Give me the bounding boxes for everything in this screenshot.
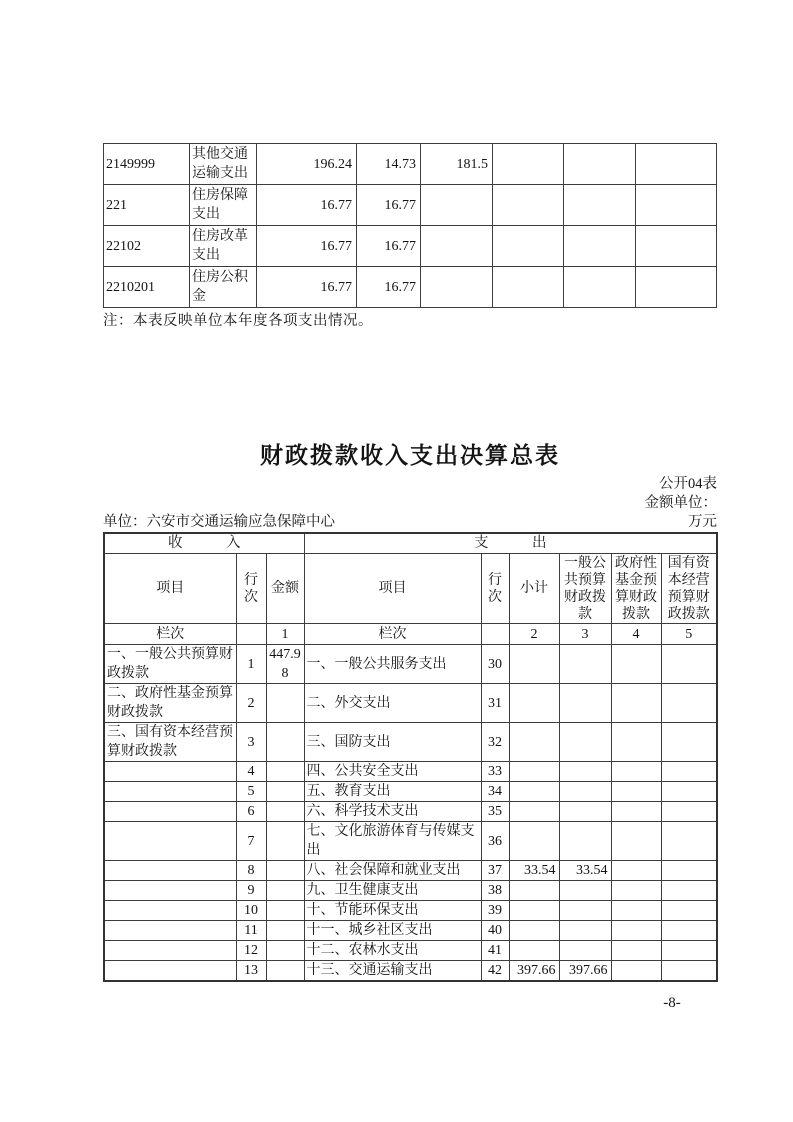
income-line-cell: 13 (236, 961, 266, 982)
income-item-cell (104, 901, 236, 921)
subject-code-cell: 221 (104, 185, 190, 226)
fiscal-summary-table (103, 532, 718, 982)
general-budget-cell (559, 762, 611, 782)
table-row (104, 684, 717, 723)
subject-code-cell: 2149999 (104, 144, 190, 185)
income-item-cell (104, 822, 236, 861)
col-header-income-item: 项目 (104, 554, 236, 624)
income-line-cell: 12 (236, 941, 266, 961)
income-line-cell: 9 (236, 881, 266, 901)
income-item-cell (104, 941, 236, 961)
column-index-3: 3 (559, 624, 611, 645)
empty-amount-cell (636, 226, 717, 267)
unit-value: 万元 (688, 514, 717, 530)
state-capital-cell (661, 921, 717, 941)
expense-line-cell: 33 (481, 762, 509, 782)
state-capital-cell (661, 861, 717, 881)
expense-section-header: 支 出 (304, 533, 717, 554)
general-budget-cell (559, 901, 611, 921)
income-amount-cell (266, 802, 304, 822)
general-budget-cell (559, 941, 611, 961)
income-amount-cell (266, 921, 304, 941)
subtotal-cell: 397.66 (509, 961, 559, 982)
expenditure-detail-table (103, 143, 717, 308)
table-row (104, 901, 717, 921)
expense-line-cell: 39 (481, 901, 509, 921)
expense-item-cell: 八、社会保障和就业支出 (304, 861, 481, 881)
col-header-subtotal: 小计 (509, 554, 559, 624)
general-budget-cell (559, 782, 611, 802)
income-item-cell (104, 921, 236, 941)
expense-line-cell: 41 (481, 941, 509, 961)
column-index-2: 2 (509, 624, 559, 645)
project-expense-cell (421, 226, 493, 267)
table-row (104, 822, 717, 861)
expense-item-cell: 九、卫生健康支出 (304, 881, 481, 901)
income-amount-cell (266, 901, 304, 921)
subtotal-cell (509, 802, 559, 822)
state-capital-cell (661, 802, 717, 822)
income-item-cell: 一、一般公共预算财政拨款 (104, 645, 236, 684)
income-amount-cell (266, 941, 304, 961)
column-index-row (104, 624, 717, 645)
income-amount-cell (266, 881, 304, 901)
subtotal-cell (509, 762, 559, 782)
total-amount-cell: 16.77 (257, 185, 357, 226)
basic-expense-cell: 14.73 (357, 144, 421, 185)
table-row (104, 881, 717, 901)
expense-line-cell: 30 (481, 645, 509, 684)
gov-fund-cell (611, 684, 661, 723)
table-row (104, 921, 717, 941)
empty-amount-cell (636, 185, 717, 226)
income-amount-cell (266, 861, 304, 881)
expense-item-cell: 五、教育支出 (304, 782, 481, 802)
table-row (104, 861, 717, 881)
income-line-cell: 2 (236, 684, 266, 723)
empty-amount-cell (564, 226, 636, 267)
state-capital-cell (661, 901, 717, 921)
subject-name-cell: 住房公积金 (190, 267, 257, 308)
income-line-cell: 1 (236, 645, 266, 684)
total-amount-cell: 16.77 (257, 267, 357, 308)
state-capital-cell (661, 762, 717, 782)
state-capital-cell (661, 723, 717, 762)
table-row (104, 144, 717, 185)
subtotal-cell (509, 921, 559, 941)
table-row (104, 226, 717, 267)
income-line-cell: 7 (236, 822, 266, 861)
empty-cell (481, 624, 509, 645)
project-expense-cell (421, 267, 493, 308)
empty-amount-cell (493, 144, 564, 185)
col-header-state-capital: 国有资本经营预算财政拨款 (661, 554, 717, 624)
general-budget-cell (559, 645, 611, 684)
page-content (103, 143, 717, 982)
expense-line-cell: 37 (481, 861, 509, 881)
org-name: 单位：六安市交通运输应急保障中心 (103, 514, 335, 530)
column-index-1: 1 (266, 624, 304, 645)
income-item-cell (104, 961, 236, 982)
expense-line-cell: 35 (481, 802, 509, 822)
subtotal-cell (509, 822, 559, 861)
state-capital-cell (661, 822, 717, 861)
table-row (104, 782, 717, 802)
empty-amount-cell (636, 144, 717, 185)
income-amount-cell: 447.98 (266, 645, 304, 684)
empty-amount-cell (493, 267, 564, 308)
expense-line-cell: 36 (481, 822, 509, 861)
income-line-cell: 11 (236, 921, 266, 941)
expense-item-cell: 六、科学技术支出 (304, 802, 481, 822)
col-header-general-budget: 一般公共预算财政拨款 (559, 554, 611, 624)
table-header-row (104, 554, 717, 624)
gov-fund-cell (611, 901, 661, 921)
total-amount-cell: 16.77 (257, 226, 357, 267)
expense-line-cell: 32 (481, 723, 509, 762)
income-item-cell (104, 861, 236, 881)
table-header-row (104, 533, 717, 554)
gov-fund-cell (611, 723, 661, 762)
state-capital-cell (661, 941, 717, 961)
page-title: 财政拨款收入支出决算总表 (260, 443, 560, 468)
income-item-cell: 二、政府性基金预算财政拨款 (104, 684, 236, 723)
table-row (104, 645, 717, 684)
basic-expense-cell: 16.77 (357, 226, 421, 267)
expense-line-cell: 31 (481, 684, 509, 723)
general-budget-cell (559, 921, 611, 941)
page-number: -8- (663, 995, 681, 1011)
income-line-cell: 3 (236, 723, 266, 762)
subtotal-cell (509, 684, 559, 723)
income-item-cell (104, 802, 236, 822)
gov-fund-cell (611, 762, 661, 782)
empty-amount-cell (564, 267, 636, 308)
expense-item-cell: 四、公共安全支出 (304, 762, 481, 782)
col-header-gov-fund: 政府性基金预算财政拨款 (611, 554, 661, 624)
income-amount-cell (266, 822, 304, 861)
empty-amount-cell (636, 267, 717, 308)
income-amount-cell (266, 762, 304, 782)
subject-name-cell: 住房改革支出 (190, 226, 257, 267)
expense-line-cell: 40 (481, 921, 509, 941)
income-line-cell: 8 (236, 861, 266, 881)
subtotal-cell (509, 645, 559, 684)
expense-line-cell: 42 (481, 961, 509, 982)
expense-line-cell: 34 (481, 782, 509, 802)
gov-fund-cell (611, 921, 661, 941)
income-line-cell: 4 (236, 762, 266, 782)
table-row (104, 185, 717, 226)
gov-fund-cell (611, 802, 661, 822)
basic-expense-cell: 16.77 (357, 267, 421, 308)
subtotal-cell (509, 782, 559, 802)
income-item-cell (104, 782, 236, 802)
subtotal-cell (509, 881, 559, 901)
col-header-expense-item: 项目 (304, 554, 481, 624)
income-line-cell: 10 (236, 901, 266, 921)
subject-name-cell: 住房保障支出 (190, 185, 257, 226)
general-budget-cell (559, 822, 611, 861)
gov-fund-cell (611, 941, 661, 961)
state-capital-cell (661, 881, 717, 901)
expense-item-cell: 十、节能环保支出 (304, 901, 481, 921)
col-header-amount: 金额 (266, 554, 304, 624)
subtotal-cell (509, 901, 559, 921)
subject-name-cell: 其他交通运输支出 (190, 144, 257, 185)
empty-cell (236, 624, 266, 645)
empty-amount-cell (493, 226, 564, 267)
gov-fund-cell (611, 645, 661, 684)
subtotal-cell (509, 941, 559, 961)
table-note: 注：本表反映单位本年度各项支出情况。 (103, 313, 373, 329)
total-amount-cell: 196.24 (257, 144, 357, 185)
gov-fund-cell (611, 822, 661, 861)
empty-amount-cell (493, 185, 564, 226)
income-line-cell: 6 (236, 802, 266, 822)
subject-code-cell: 22102 (104, 226, 190, 267)
income-item-cell (104, 881, 236, 901)
general-budget-cell (559, 723, 611, 762)
income-line-cell: 5 (236, 782, 266, 802)
state-capital-cell (661, 645, 717, 684)
col-header-expense-line: 行次 (481, 554, 509, 624)
table-row (104, 762, 717, 782)
state-capital-cell (661, 684, 717, 723)
column-index-label: 栏次 (304, 624, 481, 645)
income-item-cell: 三、国有资本经营预算财政拨款 (104, 723, 236, 762)
income-amount-cell (266, 961, 304, 982)
column-index-4: 4 (611, 624, 661, 645)
expense-item-cell: 七、文化旅游体育与传媒支出 (304, 822, 481, 861)
expense-line-cell: 38 (481, 881, 509, 901)
table-row (104, 941, 717, 961)
table-row (104, 802, 717, 822)
general-budget-cell: 33.54 (559, 861, 611, 881)
income-amount-cell (266, 782, 304, 802)
col-header-income-line: 行次 (236, 554, 266, 624)
subtotal-cell: 33.54 (509, 861, 559, 881)
expense-item-cell: 二、外交支出 (304, 684, 481, 723)
doc-number: 公开04表 (659, 476, 717, 492)
state-capital-cell (661, 782, 717, 802)
gov-fund-cell (611, 881, 661, 901)
column-index-5: 5 (661, 624, 717, 645)
general-budget-cell (559, 802, 611, 822)
expense-item-cell: 三、国防支出 (304, 723, 481, 762)
empty-amount-cell (564, 185, 636, 226)
unit-caption: 金额单位： (644, 495, 717, 511)
table-row (104, 723, 717, 762)
state-capital-cell (661, 961, 717, 982)
general-budget-cell (559, 684, 611, 723)
expense-item-cell: 十二、农林水支出 (304, 941, 481, 961)
income-amount-cell (266, 684, 304, 723)
table-row (104, 961, 717, 982)
expense-item-cell: 一、一般公共服务支出 (304, 645, 481, 684)
expense-item-cell: 十三、交通运输支出 (304, 961, 481, 982)
column-index-label: 栏次 (104, 624, 236, 645)
income-section-header: 收 入 (104, 533, 304, 554)
general-budget-cell: 397.66 (559, 961, 611, 982)
basic-expense-cell: 16.77 (357, 185, 421, 226)
subtotal-cell (509, 723, 559, 762)
general-budget-cell (559, 881, 611, 901)
empty-amount-cell (564, 144, 636, 185)
gov-fund-cell (611, 961, 661, 982)
subject-code-cell: 2210201 (104, 267, 190, 308)
project-expense-cell (421, 185, 493, 226)
gov-fund-cell (611, 782, 661, 802)
gov-fund-cell (611, 861, 661, 881)
income-item-cell (104, 762, 236, 782)
expense-item-cell: 十一、城乡社区支出 (304, 921, 481, 941)
table-row (104, 267, 717, 308)
income-amount-cell (266, 723, 304, 762)
project-expense-cell: 181.5 (421, 144, 493, 185)
